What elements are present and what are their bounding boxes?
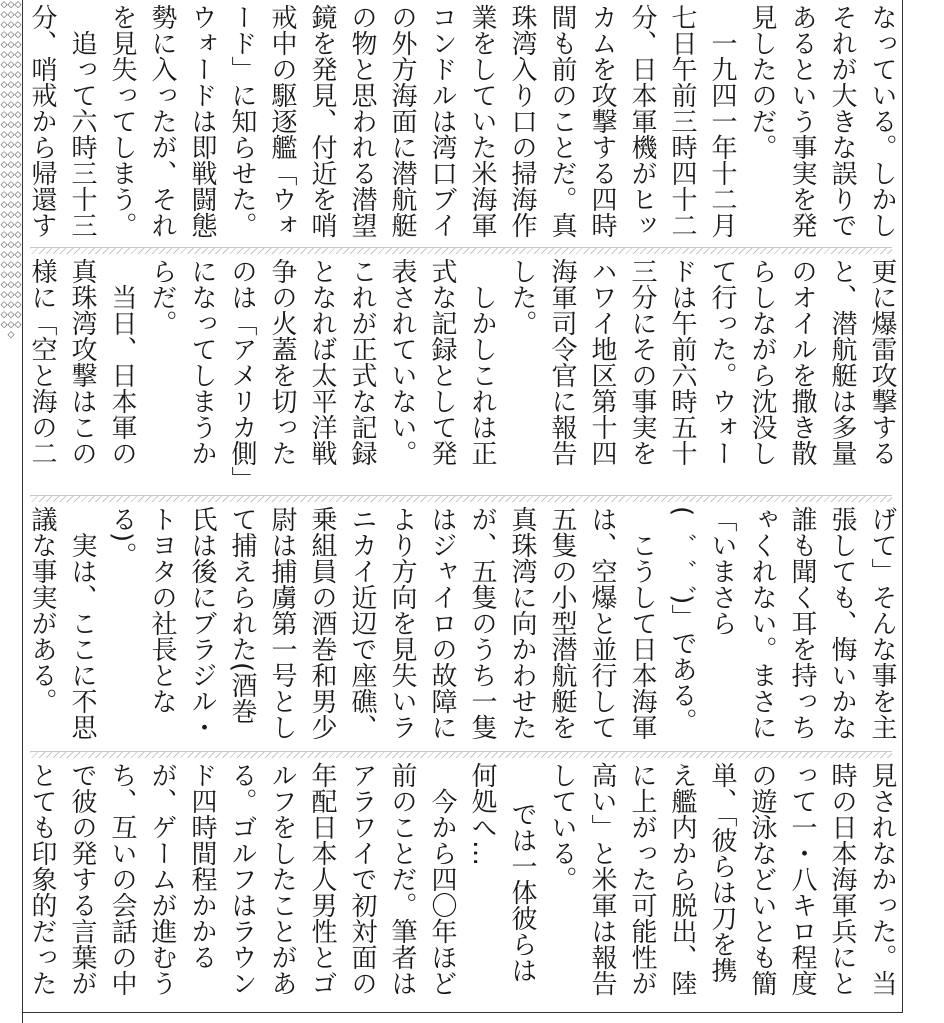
paragraph: こうして日本海軍は、空爆と並行して五隻の小型潜航艇を真珠湾に向かわせたが、五隻のうち一隻はジャイロの故障により方向を見失いラニカイ近辺で座礁、乗組員の酒巻和男少尉は捕虜第一号として捕えられた(酒巻氏は後にブラジル・トヨタの社長となる)。	[107, 506, 657, 740]
paragraph: 一九四一年十二月七日午前三時四十二分、日本軍機がヒッカムを攻撃する四時間も前のことだ。真珠湾入り口の掃海作業をしていた米海軍コンドルは湾口ブイの外方海面に潜航艇の物と思われる潜望鏡を発見、付近を哨戒中の駆逐艦「ウォード」に知らせた。ウォードは即戦闘態勢に入ったが、それを見失ってしまう。	[107, 4, 737, 238]
tier-4	[22, 762, 902, 1006]
paragraph: 当日、日本軍の真珠湾攻撃はこの様に「空と海の二	[27, 258, 137, 466]
border-pattern: ◇◇◇◇◇◇◇◇◇◇◇◇◇◇◇◇◇◇◇◇◇◇◇◇◇◇◇◇◇◇◇◇◇◇◇◇◇◇◇◇◇◇◇◇◇◇◇◇◇◇◇◇◇◇◇◇◇◇◇◇◇◇◇◇◇◇◇◇◇◇◇◇◇◇◇◇◇◇◇◇◇◇◇◇◇◇◇◇◇◇◇◇◇◇◇◇◇◇◇◇	[0, 0, 22, 340]
paragraph: 実は、ここに不思議な事実がある。	[27, 506, 97, 740]
decorative-border	[0, 0, 23, 1023]
paragraph: 見されなかった。当時の日本海軍兵にとって一・八キロ程度の遊泳などいとも簡単、「彼らは刀を携え艦内から脱出、陸に上がった可能性が高い」と米軍は報告している。	[547, 762, 897, 996]
paragraph: げて」そんな事を主張しても、悔いかな誰も聞く耳を持っちゃくれない。まさに「いまさら(゛゛゛)」である。	[667, 506, 897, 740]
tier-separator	[30, 751, 892, 758]
tier-2	[22, 258, 902, 490]
subheading: では一体彼らは何処へ…	[467, 762, 537, 983]
paragraph: 追って六時三十三分、哨戒から帰還す	[27, 4, 97, 238]
tier-3	[22, 506, 902, 746]
tier-1	[22, 4, 902, 242]
paragraph: 今から四〇年ほど前のことだ。筆者はアラワイで初対面の年配日本人男性とゴルフをしたことがある。ゴルフはラウンド四時間程かかるが、ゲームが進むうち、互いの会話の中で彼の発する言葉がとても印象的だった	[27, 762, 457, 996]
tier-separator	[30, 495, 892, 502]
paragraph: なっている。しかしそれが大きな誤りであるという事実を発見したのだ。	[747, 4, 897, 238]
paragraph: 更に爆雷攻撃すると、潜航艇は多量のオイルを撒き散らしながら沈没して行った。ウォードは午前六時五十三分にその事実をハワイ地区第十四海軍司令官に報告した。	[507, 258, 897, 466]
tier-separator	[30, 247, 892, 254]
paragraph: しかしこれは正式な記録として発表されていない。これが正式な記録となれば太平洋戦争の火蓋を切ったのは「アメリカ側」になってしまうからだ。	[147, 258, 497, 479]
